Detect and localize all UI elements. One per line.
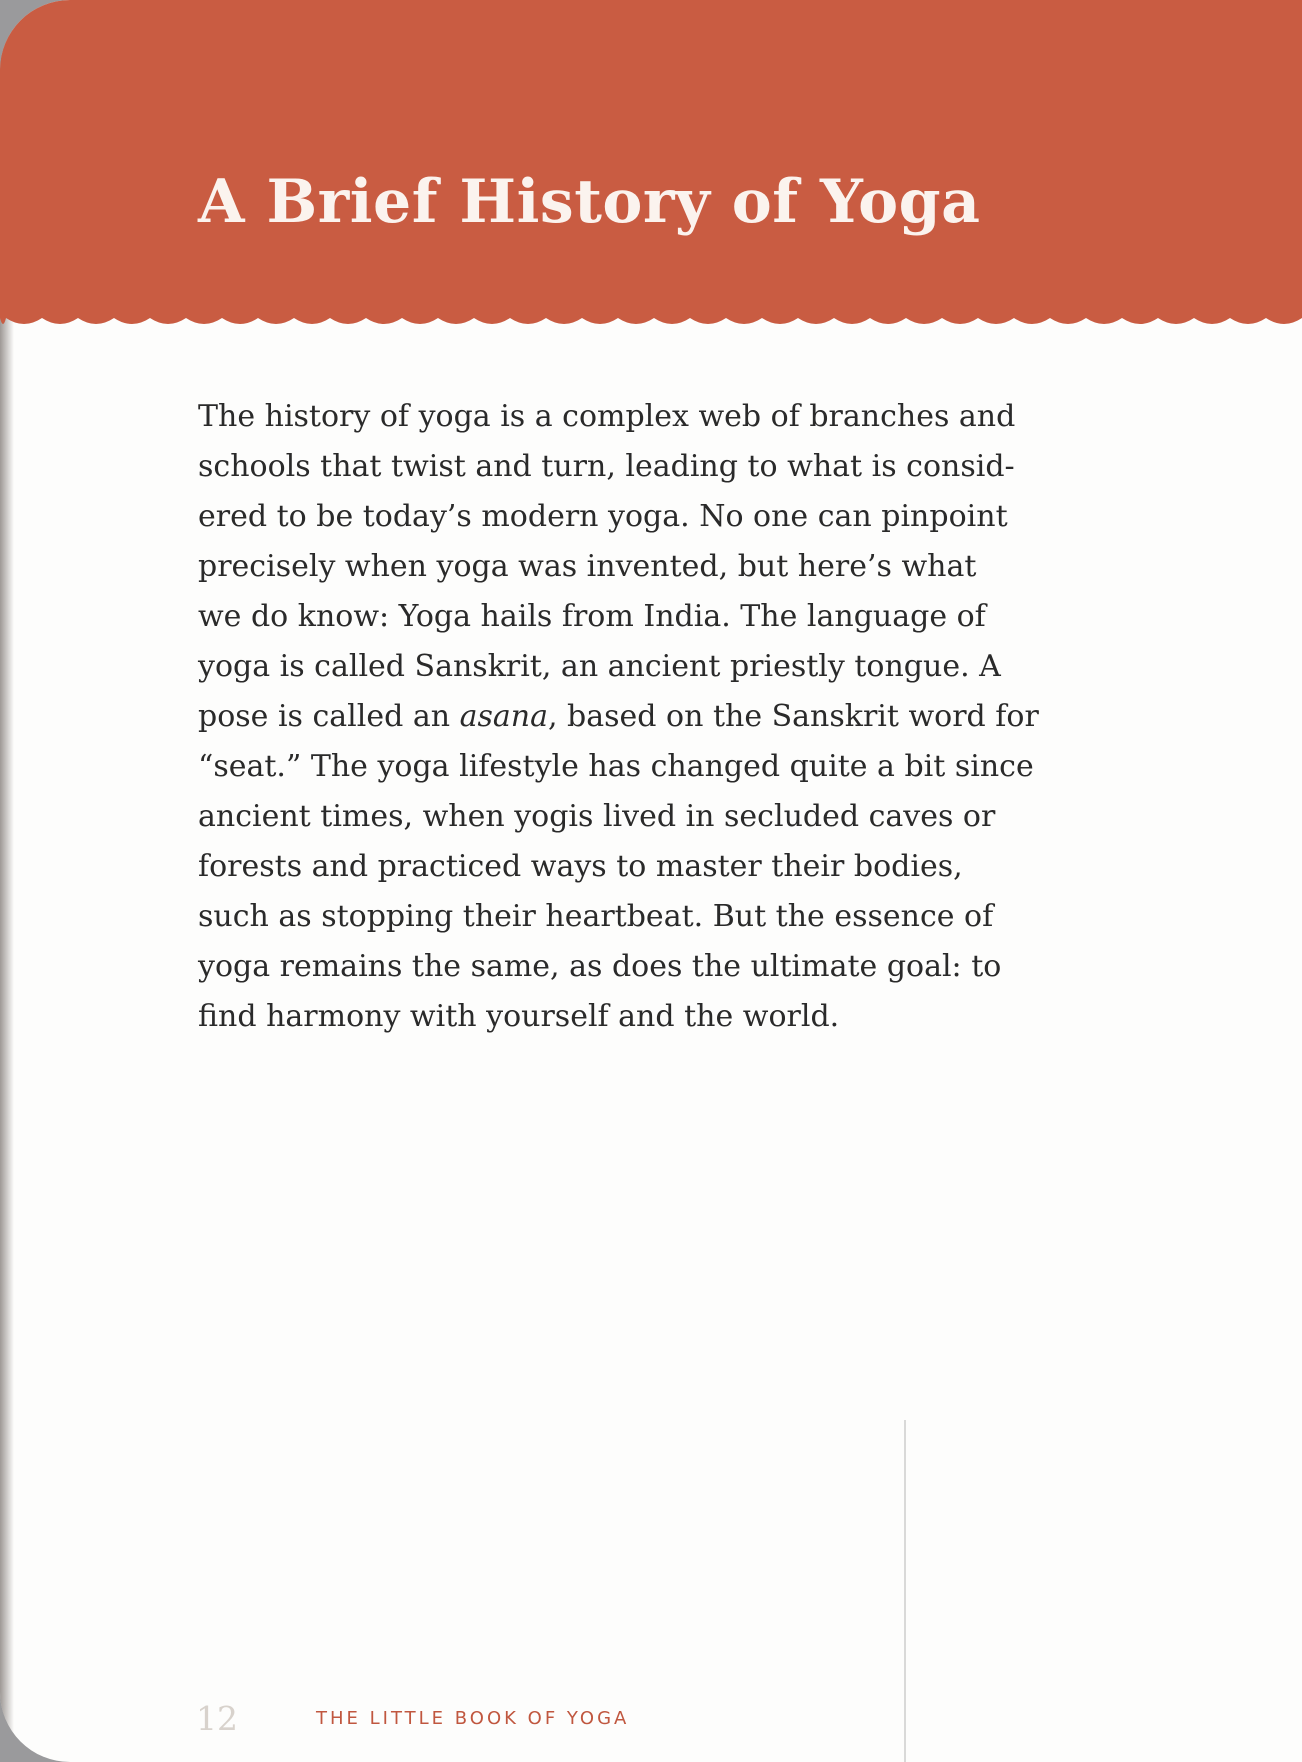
page-footer — [196, 1698, 629, 1738]
text-line: “seat.” The yoga lifestyle has changed quite a bit since — [198, 749, 1034, 784]
text-line: schools that twist and turn, leading to what is consid- — [198, 449, 1015, 484]
text-line: yoga remains the same, as does the ultimate goal: to — [198, 949, 1002, 984]
running-footer-title: THE LITTLE BOOK OF YOGA — [316, 1707, 630, 1729]
text-line: forests and practiced ways to master their bodies, — [198, 849, 963, 884]
scan-artifact — [904, 1420, 906, 1762]
text-line: ered to be today’s modern yoga. No one can pinpoint — [198, 499, 1008, 534]
text-segment: , based on the Sanskrit word for — [547, 699, 1039, 734]
italic-term: asana — [459, 699, 548, 734]
text-line — [198, 692, 1078, 742]
text-line: such as stopping their heartbeat. But the essence of — [198, 899, 994, 934]
text-line: we do know: Yoga hails from India. The language of — [198, 599, 986, 634]
text-line: find harmony with yourself and the world. — [198, 999, 840, 1034]
page-number: 12 — [196, 1698, 238, 1738]
text-line: ancient times, when yogis lived in secluded caves or — [198, 799, 996, 834]
page-title: A Brief History of Yoga — [198, 167, 981, 237]
text-segment: pose is called an — [198, 699, 460, 734]
text-line: yoga is called Sanskrit, an ancient priestly tongue. A — [198, 649, 1001, 684]
body-paragraph — [198, 392, 1078, 1042]
text-line: precisely when yoga was invented, but here’s what — [198, 549, 977, 584]
text-line: The history of yoga is a complex web of branches and — [198, 399, 1016, 434]
